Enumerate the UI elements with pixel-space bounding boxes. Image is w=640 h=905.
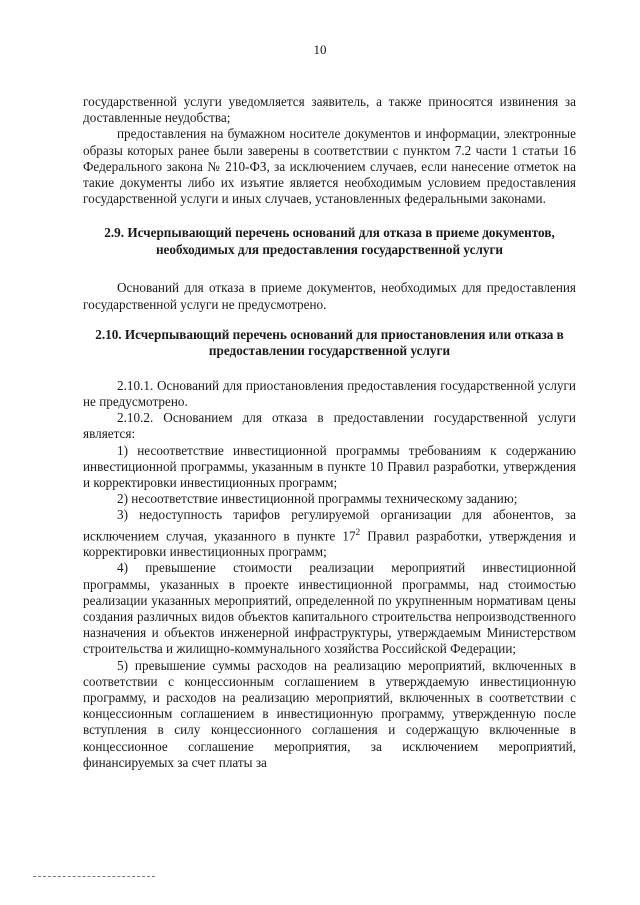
list-item: 2) несоответствие инвестиционной программы техническому заданию; — [117, 491, 518, 507]
paragraph: предоставления на бумажном носителе документов и информации, электронные образы которых ранее были заверены в соответствии с пунктом 7.2 части 1 статьи 16 Федерального закона № 210-ФЗ, за исключением случаев, если нанесение отметок на такие документы либо их изъятие является необходимым условием предоставления государственной услуги и иных случаев, установленных федеральными законами. — [83, 126, 576, 207]
footnote-separator — [33, 876, 155, 877]
list-item: 4) превышение стоимости реализации мероприятий инвестиционной программы, указанных в проекте инвестиционной программы, над стоимостью реализации указанных мероприятий, определенной по укрупненным нормативам цены создания различных видов объектов капитального строительства непроизводственного назначения и объектов инженерной инфраструктуры, утверждаемым Министерством строительства и жилищно-коммунального хозяйства Российской Федерации; — [83, 560, 576, 657]
paragraph: государственной услуги уведомляется заявитель, а также приносятся извинения за доставленные неудобства; — [83, 94, 576, 126]
section-title-2-10: 2.10. Исчерпывающий перечень оснований для приостановления или отказа в предоставлении государственной услуги — [95, 326, 564, 359]
list-item: 5) превышение суммы расходов на реализацию мероприятий, включенных в соответствии с концессионным соглашением в утверждаемую инвестиционную программу, и расходов на реализацию мероприятий, включенных в соответствии с концессионным соглашением в инвестиционную программу, утвержденную после вступления в силу концессионного соглашения и содержащую включенные в концессионное соглашение мероприятия, за исключением мероприятий, финансируемых за счет платы за — [83, 657, 576, 770]
section-title-2-9: 2.9. Исчерпывающий перечень оснований для отказа в приеме документов, необходимых для предоставления государственной услуги — [104, 225, 555, 257]
list-item-text: Правил разработки, утверждения и корректировки инвестиционных программ; — [83, 528, 576, 560]
list-item — [83, 507, 576, 560]
document-body — [83, 94, 576, 771]
list-item-text: 3) недоступность тарифов регулируемой организации для абонентов, за исключением случая, указанного в пункте 17 — [83, 507, 576, 544]
superscript: 2 — [355, 526, 361, 537]
paragraph: Оснований для отказа в приеме документов, необходимых для предоставления государственной услуги не предусмотрено. — [83, 280, 576, 312]
page-number: 10 — [313, 42, 327, 57]
paragraph: 2.10.2. Основанием для отказа в предоставлении государственной услуги является: — [83, 410, 576, 442]
list-item: 1) несоответствие инвестиционной программы требованиям к содержанию инвестиционной программы, указанным в пункте 10 Правил разработки, утверждения и корректировки инвестиционных программ; — [83, 442, 576, 491]
paragraph: 2.10.1. Оснований для приостановления предоставления государственной услуги не предусмотрено. — [83, 377, 576, 410]
